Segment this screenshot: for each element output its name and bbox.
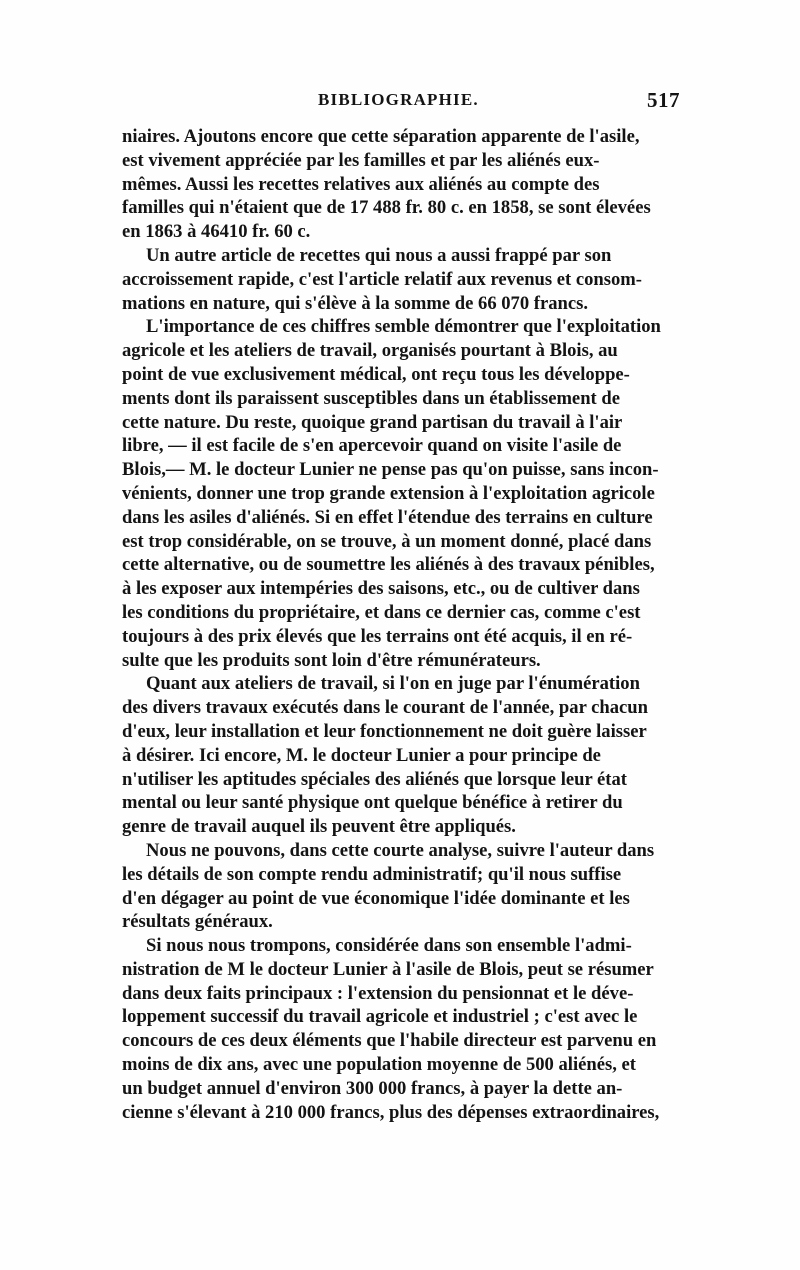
- text-line: toujours à des prix élevés que les terrains ont été acquis, il en ré-: [122, 625, 633, 647]
- text-line: n'utiliser les aptitudes spéciales des aliénés que lorsque leur état: [122, 768, 627, 790]
- text-line: des divers travaux exécutés dans le courant de l'année, par chacun: [122, 697, 648, 719]
- text-line: ments dont ils paraissent susceptibles dans un établissement de: [122, 387, 620, 409]
- text-line: Quant aux ateliers de travail, si l'on en juge par l'énumération: [146, 673, 640, 695]
- text-line: dans deux faits principaux : l'extension du pensionnat et le déve-: [122, 982, 634, 1004]
- text-line: nistration de M le docteur Lunier à l'asile de Blois, peut se résumer: [122, 958, 654, 980]
- paragraph: [122, 934, 680, 1124]
- text-line: à désirer. Ici encore, M. le docteur Lunier a pour principe de: [122, 744, 601, 766]
- text-line: est trop considérable, on se trouve, à un moment donné, placé dans: [122, 530, 652, 552]
- paragraph: [122, 125, 680, 244]
- paragraph: [122, 244, 680, 315]
- paragraph: [122, 315, 680, 672]
- text-line: moins de dix ans, avec une population moyenne de 500 aliénés, et: [122, 1054, 636, 1076]
- text-line: Blois,— M. le docteur Lunier ne pense pas qu'on puisse, sans incon-: [122, 459, 659, 481]
- text-line: un budget annuel d'environ 300 000 francs, à payer la dette an-: [122, 1077, 623, 1099]
- text-line: concours de ces deux éléments que l'habile directeur est parvenu en: [122, 1030, 657, 1052]
- text-line: en 1863 à 46410 fr. 60 c.: [122, 221, 311, 243]
- text-line: est vivement appréciée par les familles et par les aliénés eux-: [122, 149, 600, 171]
- text-line: Si nous nous trompons, considérée dans son ensemble l'admi-: [146, 935, 632, 957]
- text-line: sulte que les produits sont loin d'être rémunérateurs.: [122, 649, 541, 671]
- text-line: L'importance de ces chiffres semble démontrer que l'exploitation: [146, 316, 661, 338]
- text-line: cette alternative, ou de soumettre les aliénés à des travaux pénibles,: [122, 554, 655, 576]
- text-line: d'en dégager au point de vue économique l'idée dominante et les: [122, 887, 630, 909]
- text-line: point de vue exclusivement médical, ont reçu tous les développe-: [122, 363, 630, 385]
- text-line: à les exposer aux intempéries des saisons, etc., ou de cultiver dans: [122, 578, 640, 600]
- body-text: [122, 125, 680, 1124]
- text-line: mêmes. Aussi les recettes relatives aux aliénés au compte des: [122, 173, 600, 195]
- text-line: accroissement rapide, c'est l'article relatif aux revenus et consom-: [122, 268, 642, 290]
- text-line: agricole et les ateliers de travail, organisés pourtant à Blois, au: [122, 340, 618, 362]
- text-line: les conditions du propriétaire, et dans ce dernier cas, comme c'est: [122, 601, 641, 623]
- text-line: les détails de son compte rendu administratif; qu'il nous suffise: [122, 863, 622, 885]
- paragraph: [122, 672, 680, 839]
- text-line: vénients, donner une trop grande extension à l'exploitation agricole: [122, 482, 655, 504]
- text-line: résultats généraux.: [122, 911, 273, 933]
- text-line: mations en nature, qui s'élève à la somme de 66 070 francs.: [122, 292, 589, 314]
- text-line: familles qui n'étaient que de 17 488 fr. 80 c. en 1858, se sont élevées: [122, 197, 651, 219]
- text-line: Nous ne pouvons, dans cette courte analyse, suivre l'auteur dans: [146, 839, 655, 861]
- page-number: 517: [647, 88, 680, 112]
- text-line: mental ou leur santé physique ont quelque bénéfice à retirer du: [122, 792, 623, 814]
- running-head: BIBLIOGRAPHIE.: [318, 90, 479, 109]
- text-line: loppement successif du travail agricole et industriel ; c'est avec le: [122, 1006, 638, 1028]
- text-line: dans les asiles d'aliénés. Si en effet l'étendue des terrains en culture: [122, 506, 653, 528]
- text-line: niaires. Ajoutons encore que cette séparation apparente de l'asile,: [122, 126, 640, 147]
- text-line: d'eux, leur installation et leur fonctionnement ne doit guère laisser: [122, 720, 647, 742]
- text-line: libre, — il est facile de s'en apercevoir quand on visite l'asile de: [122, 435, 622, 457]
- text-line: Un autre article de recettes qui nous a aussi frappé par son: [146, 244, 612, 266]
- page-header: [122, 88, 680, 118]
- text-line: genre de travail auquel ils peuvent être appliqués.: [122, 816, 516, 838]
- paragraph: [122, 839, 680, 934]
- text-line: cette nature. Du reste, quoique grand partisan du travail à l'air: [122, 411, 623, 433]
- text-line: cienne s'élevant à 210 000 francs, plus des dépenses extraordinaires,: [122, 1101, 660, 1123]
